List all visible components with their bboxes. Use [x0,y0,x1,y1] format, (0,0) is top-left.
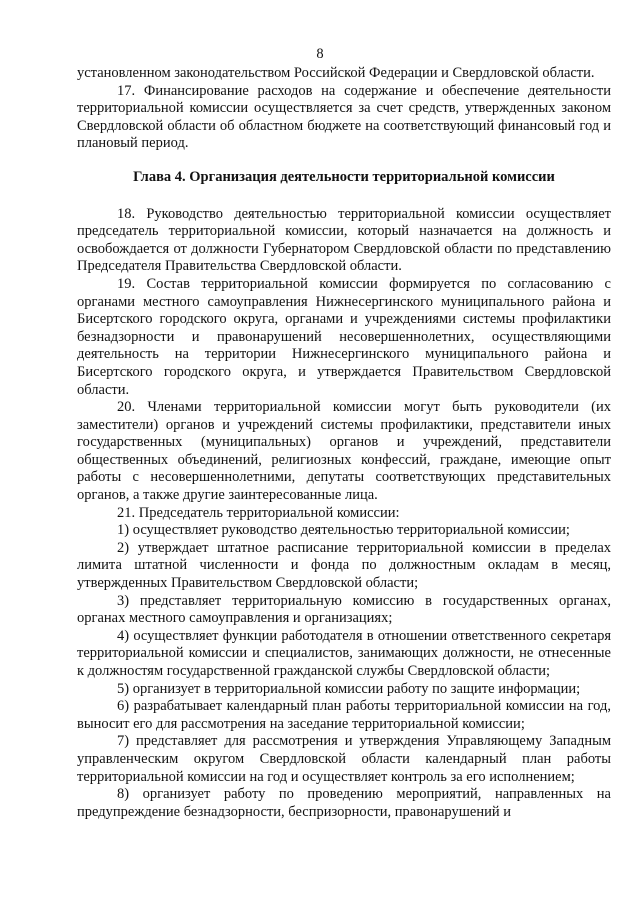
list-item-3: 3) представляет территориальную комиссию в государственных органах, органах местного самоуправления и организациях; [77,592,611,627]
list-item-6: 6) разрабатывает календарный план работы территориальной комиссии на год, выносит его для рассмотрения на заседание территориальной комиссии; [77,698,611,732]
list-item-2: 2) утверждает штатное расписание территориальной комиссии в пределах лимита штатной численности и фонда по должностным окладам в месяц, утвержденных Правительством Свердловской области; [77,539,611,592]
paragraph-continuation: установленном законодательством Российской Федерации и Свердловской области. [77,65,595,81]
paragraph-18: 18. Руководство деятельностью территориальной комиссии осуществляет председатель территориальной комиссии, который назначается на должность и освобождается от должности Губернатором Свердловской области по представлению Председателя Правительства Свердловской области. [77,205,611,275]
list-item-8: 8) организует работу по проведению мероприятий, направленных на предупреждение безнадзорности, беспризорности, правонарушений и [77,786,611,820]
list-item-7: 7) представляет для рассмотрения и утверждения Управляющему Западным управленческим округом Свердловской области календарный план работы территориальной комиссии на год и осуществляет контроль за его исполнением; [77,733,611,785]
paragraph-21: 21. Председатель территориальной комиссии: [117,504,400,521]
paragraph-19: 19. Состав территориальной комиссии формируется по согласованию с органами местного самоуправления Нижнесергинского муниципального района и Бисертского городского округа, органами и учреждениями системы профилактики безнадзорности и правонарушений несовершеннолетних, осуществляющими деятельность на территории Нижнесергинского муниципального района и Бисертского городского округа, и утверждается Правительством Свердловской области. [77,275,611,398]
list-item-4: 4) осуществляет функции работодателя в отношении ответственного секретаря территориальной комиссии и специалистов, занимающих должности, не отнесенные к должностям государственной гражданской службы Свердловской области; [77,627,611,679]
page-number: 8 [316,46,324,62]
chapter-heading: Глава 4. Организация деятельности территориальной комиссии [133,168,555,185]
list-item-1: 1) осуществляет руководство деятельностью территориальной комиссии; [117,522,570,539]
document-body [77,65,611,821]
list-item-5: 5) организует в территориальной комиссии работу по защите информации; [117,680,581,697]
paragraph-17: 17. Финансирование расходов на содержание и обеспечение деятельности территориальной комиссии осуществляется за счет средств, утвержденных законом Свердловской области об областном бюджете на соответствующий финансовый год и плановый период. [77,82,611,152]
paragraph-20: 20. Членами территориальной комиссии могут быть руководители (их заместители) органов и учреждений системы профилактики, представители иных государственных (муниципальных) органов и учреждений, представители общественных объединений, религиозных конфессий, граждане, имеющие опыт работы с несовершеннолетними, депутаты соответствующих представительных органов, а также другие заинтересованные лица. [77,399,611,504]
